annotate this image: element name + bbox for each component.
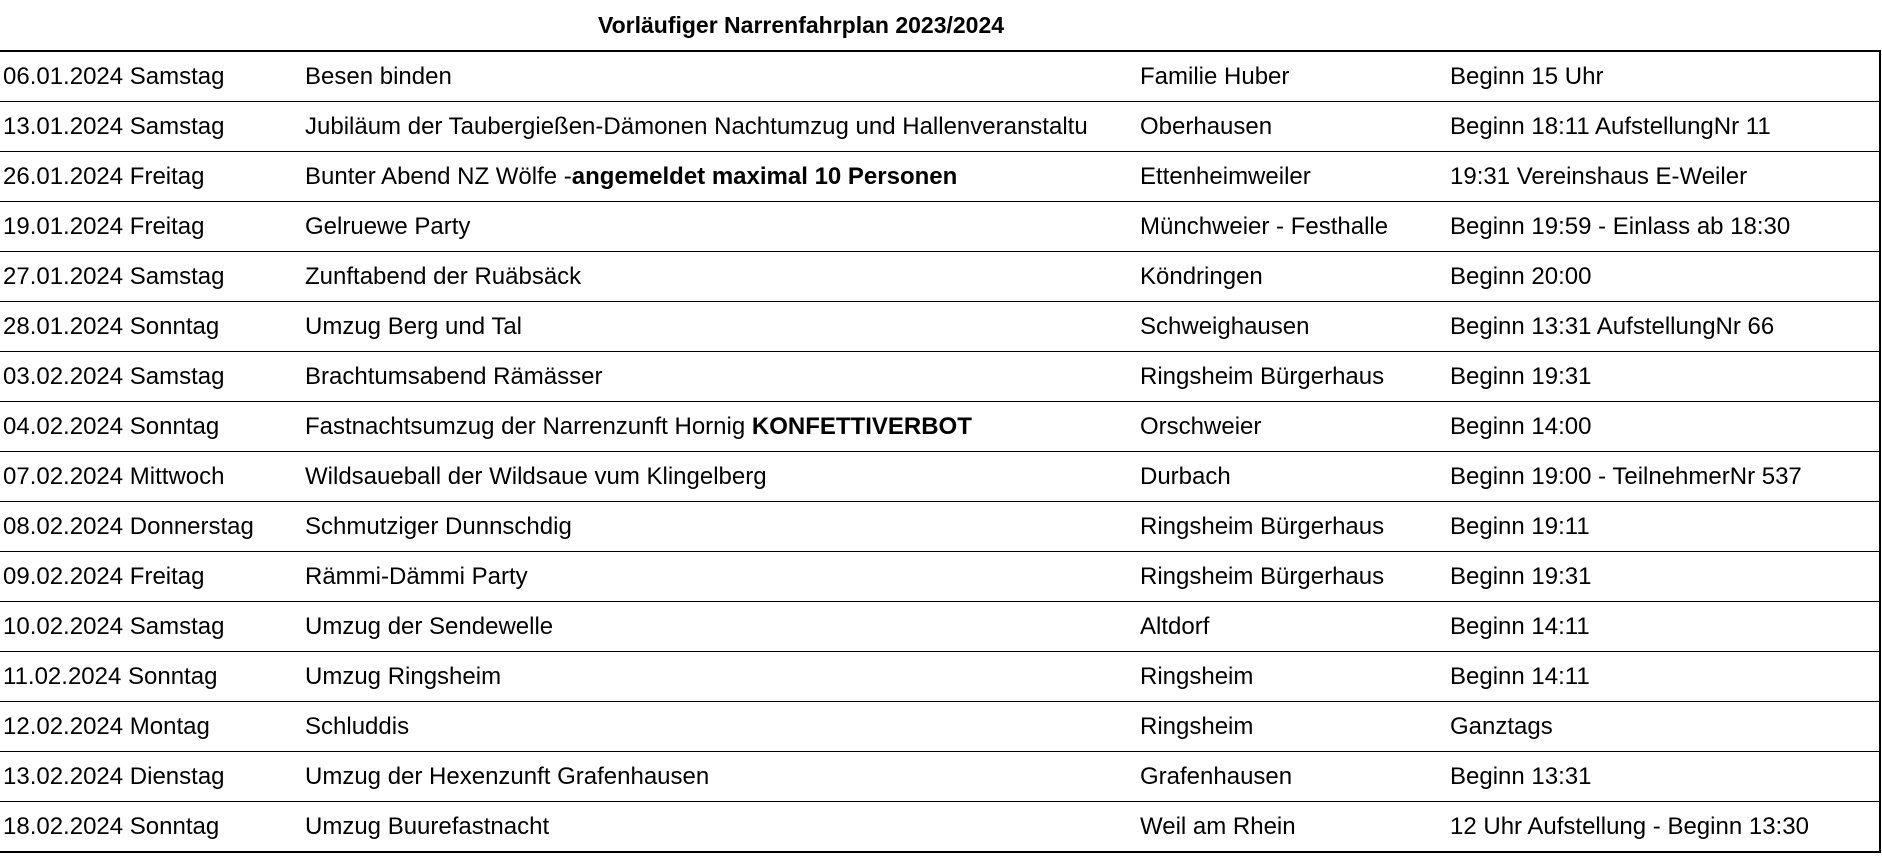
event-text: Rämmi-Dämmi Party xyxy=(305,562,528,590)
table-row[interactable] xyxy=(0,102,1879,152)
place-cell[interactable]: Grafenhausen xyxy=(1140,762,1293,790)
date-cell[interactable]: 09.02.2024 Freitag xyxy=(3,562,205,590)
time-cell[interactable]: Beginn 15 Uhr xyxy=(1450,62,1604,90)
event-cell[interactable] xyxy=(305,102,1139,151)
time-cell[interactable]: Beginn 14:00 xyxy=(1450,412,1592,440)
time-cell[interactable]: 12 Uhr Aufstellung - Beginn 13:30 xyxy=(1450,812,1809,840)
table-row[interactable] xyxy=(0,502,1879,552)
place-cell[interactable]: Schweighausen xyxy=(1140,312,1310,340)
event-cell[interactable] xyxy=(305,202,1139,251)
schedule-table xyxy=(0,50,1881,853)
place-cell[interactable]: Orschweier xyxy=(1140,412,1262,440)
event-emphasis: angemeldet maximal 10 Personen xyxy=(571,162,958,190)
place-cell[interactable]: Weil am Rhein xyxy=(1140,812,1296,840)
event-cell[interactable] xyxy=(305,802,1139,851)
place-cell[interactable]: Ringsheim Bürgerhaus xyxy=(1140,562,1385,590)
date-cell[interactable]: 12.02.2024 Montag xyxy=(3,712,210,740)
date-cell[interactable]: 27.01.2024 Samstag xyxy=(3,262,225,290)
event-cell[interactable] xyxy=(305,252,1139,301)
event-text: Umzug Buurefastnacht xyxy=(305,812,550,840)
event-text: Schmutziger Dunnschdig xyxy=(305,512,572,540)
table-row[interactable] xyxy=(0,702,1879,752)
place-cell[interactable]: Ringsheim Bürgerhaus xyxy=(1140,512,1385,540)
date-cell[interactable]: 04.02.2024 Sonntag xyxy=(3,412,220,440)
table-row[interactable] xyxy=(0,752,1879,802)
date-cell[interactable]: 19.01.2024 Freitag xyxy=(3,212,205,240)
date-cell[interactable]: 18.02.2024 Sonntag xyxy=(3,812,220,840)
event-cell[interactable] xyxy=(305,752,1139,801)
event-cell[interactable] xyxy=(305,402,1139,451)
table-row[interactable] xyxy=(0,452,1879,502)
date-cell[interactable]: 13.02.2024 Dienstag xyxy=(3,762,225,790)
date-cell[interactable]: 26.01.2024 Freitag xyxy=(3,162,205,190)
date-cell[interactable]: 08.02.2024 Donnerstag xyxy=(3,512,254,540)
table-row[interactable] xyxy=(0,552,1879,602)
time-cell[interactable]: Ganztags xyxy=(1450,712,1553,740)
date-cell[interactable]: 10.02.2024 Samstag xyxy=(3,612,225,640)
event-text: Jubiläum der Taubergießen-Dämonen Nachtumzug und Hallenveranstaltu xyxy=(305,112,1088,140)
time-cell[interactable]: Beginn 19:31 xyxy=(1450,362,1592,390)
time-cell[interactable]: Beginn 19:31 xyxy=(1450,562,1592,590)
page-title: Vorläufiger Narrenfahrplan 2023/2024 xyxy=(597,11,1005,38)
table-row[interactable] xyxy=(0,652,1879,702)
place-cell[interactable]: Durbach xyxy=(1140,462,1231,490)
event-cell[interactable] xyxy=(305,702,1139,751)
event-text: Umzug Ringsheim xyxy=(305,662,502,690)
event-text: Brachtumsabend Rämässer xyxy=(305,362,603,390)
event-cell[interactable] xyxy=(305,552,1139,601)
event-text: Umzug der Hexenzunft Grafenhausen xyxy=(305,762,710,790)
date-cell[interactable]: 11.02.2024 Sonntag xyxy=(3,662,218,690)
time-cell[interactable]: Beginn 19:59 - Einlass ab 18:30 xyxy=(1450,212,1791,240)
table-row[interactable] xyxy=(0,402,1879,452)
event-text: Zunftabend der Ruäbsäck xyxy=(305,262,582,290)
event-text: Bunter Abend NZ Wölfe - xyxy=(305,162,572,190)
time-cell[interactable]: 19:31 Vereinshaus E-Weiler xyxy=(1450,162,1748,190)
table-row[interactable] xyxy=(0,802,1879,851)
table-row[interactable] xyxy=(0,252,1879,302)
table-row[interactable] xyxy=(0,352,1879,402)
place-cell[interactable]: Münchweier - Festhalle xyxy=(1140,212,1389,240)
event-text: Fastnachtsumzug der Narrenzunft Hornig xyxy=(305,412,752,440)
event-cell[interactable] xyxy=(305,452,1139,501)
place-cell[interactable]: Ringsheim xyxy=(1140,662,1254,690)
place-cell[interactable]: Köndringen xyxy=(1140,262,1263,290)
event-emphasis: KONFETTIVERBOT xyxy=(751,412,972,440)
event-text: Wildsaueball der Wildsaue vum Klingelberg xyxy=(305,462,767,490)
time-cell[interactable]: Beginn 13:31 xyxy=(1450,762,1592,790)
time-cell[interactable]: Beginn 14:11 xyxy=(1450,662,1590,690)
event-text: Besen binden xyxy=(305,62,452,90)
table-row[interactable] xyxy=(0,602,1879,652)
event-text: Gelruewe Party xyxy=(305,212,471,240)
event-cell[interactable] xyxy=(305,152,1139,201)
table-row[interactable] xyxy=(0,302,1879,352)
event-cell[interactable] xyxy=(305,352,1139,401)
title-row xyxy=(0,0,1882,50)
event-text: Umzug der Sendewelle xyxy=(305,612,554,640)
time-cell[interactable]: Beginn 19:11 xyxy=(1450,512,1590,540)
event-text: Umzug Berg und Tal xyxy=(305,312,523,340)
place-cell[interactable]: Ettenheimweiler xyxy=(1140,162,1311,190)
time-cell[interactable]: Beginn 13:31 AufstellungNr 66 xyxy=(1450,312,1775,340)
date-cell[interactable]: 07.02.2024 Mittwoch xyxy=(3,462,225,490)
date-cell[interactable]: 03.02.2024 Samstag xyxy=(3,362,225,390)
table-row[interactable] xyxy=(0,202,1879,252)
time-cell[interactable]: Beginn 20:00 xyxy=(1450,262,1592,290)
time-cell[interactable]: Beginn 18:11 AufstellungNr 11 xyxy=(1450,112,1771,140)
place-cell[interactable]: Familie Huber xyxy=(1140,62,1290,90)
table-row[interactable] xyxy=(0,52,1879,102)
place-cell[interactable]: Ringsheim xyxy=(1140,712,1254,740)
event-text: Schluddis xyxy=(305,712,410,740)
event-cell[interactable] xyxy=(305,52,1139,101)
place-cell[interactable]: Altdorf xyxy=(1140,612,1210,640)
time-cell[interactable]: Beginn 19:00 - TeilnehmerNr 537 xyxy=(1450,462,1802,490)
event-cell[interactable] xyxy=(305,302,1139,351)
place-cell[interactable]: Ringsheim Bürgerhaus xyxy=(1140,362,1385,390)
date-cell[interactable]: 06.01.2024 Samstag xyxy=(3,62,225,90)
time-cell[interactable]: Beginn 14:11 xyxy=(1450,612,1590,640)
event-cell[interactable] xyxy=(305,602,1139,651)
event-cell[interactable] xyxy=(305,652,1139,701)
date-cell[interactable]: 13.01.2024 Samstag xyxy=(3,112,225,140)
event-cell[interactable] xyxy=(305,502,1139,551)
date-cell[interactable]: 28.01.2024 Sonntag xyxy=(3,312,220,340)
place-cell[interactable]: Oberhausen xyxy=(1140,112,1273,140)
table-row[interactable] xyxy=(0,152,1879,202)
